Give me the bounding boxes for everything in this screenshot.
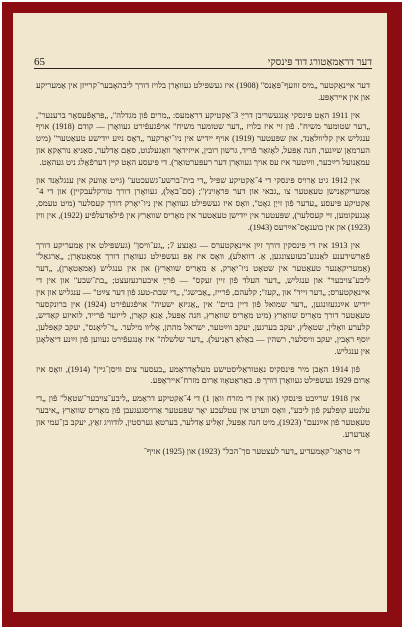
paragraph: אין 1918 שרײַבט פּינסקי (און אין די מזרח וואַן 1) די 4־אַקטיקע דראַמע „ליבע־צויבער־שטאַל" פֿון „די עלנטע קופּלעק פֿון ליבע", װאָס װערט אין עטלעכע יאָר שפּעטער אַרויסגעגעבן פֿון מאָריס שוואַרץ „איבער טעאַטער פֿון אײַנעם" (1923), מיט חנה אַפּעל, זאַליע אַדלער, בערטאַ גערסטין, לודוויג זאַץ, יעקב בן־עמי און אַנדערע.: [36, 394, 370, 439]
page-body: [36, 80, 370, 597]
paragraph: אין 1912 גיט אַרױס פּינסקי די 4־אַקטיקע שפּיל „די בית־ברשע־גשעכטע" (גײט אַוועק אין ענגלאַנד און אַמעריקאַנישן טעאַטער צו „גבאי און דער פּראָוינץ"; (סם־באָל), געוואָרן דורך טורקלעבקיין) און די 4־אַקטיקע פּיעסע „עדער פֿון זייַן גאָט", וואָס איז געשפּילט געוואָרן אין ניו־יאָרק דורך קעסלער (מיט טעמס, אָנגעקומען, זײ קעסלער), שפּעטער אין ייִדישן טעאַטער אין מאָריס שוואַרץ אין פֿילאַדעלפֿיע (1922), אין ווין (1923) און אין בוענאָס־אײַרעס (1943).: [36, 175, 370, 232]
running-head-title: דער דראַמאַטורג דוד פּינסקי: [267, 57, 372, 68]
paragraph: די טראַגי־קאָמעדיע „דער לעצטער סך־הכל" (1923) און (1925) אויף־: [143, 447, 360, 457]
paragraph: פֿון 1914 האָבן מיר פּינסקיס נאַטוראַליסטישע מעלאָדראַמע „בעסער צום װיסן־גײן" (1914), װאָס איז אַרום 1929 געשפּילט געוואָרן דורך פּ. באַראַטאָוו אַרום מזרח־אייראָפּע.: [36, 364, 370, 386]
paragraph: אין 1911 האָט פּינסקי אָנגעשריבן דרײַ 3־אַקטיקע דראַמעס: „מרים פֿון מגדלה", „פּראָפֿעסאָר ברענער", „דער שטומער משיח". פֿון זײ איז בלויז „דער שטומער משיח" אױפֿגעפֿירט געוואָרן — קודם (1918) אױף ענגליש אין קליװלאַנד, און שפּעטער (1919) אױף ייִדיש אין ניו־יאָרקער „דאָס נײַע ייִדישע טעאַטער" (מיט הערמאַן שײַנער, חנה אַפּעל, לאָזאַר פֿריד, גרשון רובין, אײזידאָר װאָגעלנוט, סאַם אַדלער, סאַניאַ נוראָקאָ און עמאַנועל רײַכער, ווײַטער איז עס אויך געוואָרן דער רעפּערטואַר). די פּיעסע האָט קײן דערפֿאָלג ניט געהאַט.: [36, 110, 370, 167]
page-number: 65: [34, 56, 45, 68]
running-header: [34, 52, 372, 69]
paragraph: דער אײנאַקטער „מיס זוזעף־פּאַנס" (1908) איז געשפּילט געוואָרן בלויז דורך ליבהאָבער־קרײזן אין אַמעריקע און אין אײראָפּע.: [36, 81, 370, 102]
paragraph: אין 1913 איז די פּינסקין דורך זײַן אײנאַקטערס — גאַנצע 7; „גע־װיסן" (געשפּילט אין אַמעריקע דורך פֿאַרשידענע לאַנגע־בעזעצונגען, אַ. דוואַלע), װאָס איז אַפּ געשפּילט געוואָרן דורך אַמאַטאָרן; „אַרגאַל" (אַמעריקאַנער טעאַטער אין שטאָט ניו־יאָרק, אַ מאָריס שוואַרץ) און אין ענגליש (אַמאַטאָרן), „דער ליבע־צויבער" און ענגליש, „דער העלד פֿון זיין זעקס" — פֿרײַ איבערגעזעצט; „בת־שבע" און אין די אײנאַקטערס; „דער זייד" און „קעז"; קלעהם, פֿרייז, „אַבישג", „די שבת-טעג פֿון דער צײַט" — ענגליש און אין ייִדיש אײַנגעזונגען, „דער שמואל פֿון דיין בוים" אין „אַגיזאָ ישעיה" אױפֿגעפֿירט (1924) אין ברונקסער טעאַטער דורך מאָריס שוואַרץ (מיט מאָריס שוואַרץ, חנה אַפּעל, אַנאַ קאָרן, לייזער פֿרייד, לואיזע קאַדיש, קלערע װאָלין, שטאָלץ, יעקב בערגען, יעקב ווײַטער, ישראל מהתן, אָליװ מילער. „ד־ליאָנס", יעקב קאַפּלען, יוסף ראָבין, יעקב וויסלער, רשהין — באַלאַ דאַניעל). „דער שלשלה" איז אָנגעפֿירט געווען פֿון זײַנע דיאַלאָגן אין ענגליש.: [36, 240, 370, 356]
